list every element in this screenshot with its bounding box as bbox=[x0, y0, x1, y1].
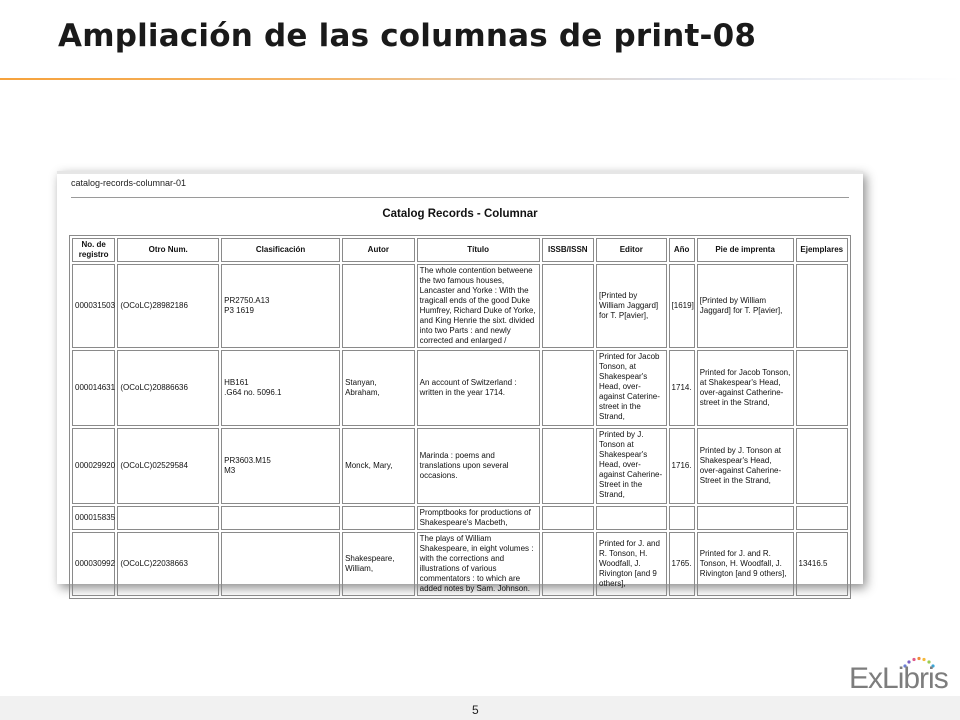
cell-otro-num: (OCoLC)22038663 bbox=[117, 532, 219, 596]
cell-pie-imprenta: Printed for Jacob Tonson, at Shakespear's Head, over-against Catherine-street in the Strand, bbox=[697, 350, 794, 426]
cell-anio: 1765. bbox=[669, 532, 695, 596]
cell-editor: Printed for Jacob Tonson, at Shakespear's Head, over-against Caterine-street in the Strand, bbox=[596, 350, 667, 426]
title-divider bbox=[0, 78, 960, 80]
report-divider bbox=[71, 197, 849, 198]
cell-autor: Monck, Mary, bbox=[342, 428, 415, 504]
cell-registro: 000029920 bbox=[72, 428, 115, 504]
cell-autor: Shakespeare, William, bbox=[342, 532, 415, 596]
column-header-ejemplares: Ejemplares bbox=[796, 238, 848, 262]
footer-bar bbox=[0, 696, 960, 720]
cell-titulo: The whole contention betweene the two famous houses, Lancaster and Yorke : With the tragicall ends of the good Duke Humfrey, Richard Duke of Yorke, and King Henrie the sixt. divided into two Parts : and newly corrected and enlarged / bbox=[417, 264, 540, 348]
column-header-registro: No. de registro bbox=[72, 238, 115, 262]
cell-anio: [1619] bbox=[669, 264, 695, 348]
table-row bbox=[72, 428, 848, 504]
report-title: Catalog Records - Columnar bbox=[382, 208, 538, 220]
cell-registro: 000015835 bbox=[72, 506, 115, 530]
column-header-pie-imprenta: Pie de imprenta bbox=[697, 238, 794, 262]
cell-titulo: Promptbooks for productions of Shakespeare's Macbeth, bbox=[417, 506, 540, 530]
cell-editor: Printed by J. Tonson at Shakespear's Head, over-against Caherine-Street in the Strand, bbox=[596, 428, 667, 504]
cell-autor bbox=[342, 264, 415, 348]
table-header-row bbox=[72, 238, 848, 262]
catalog-records-table bbox=[69, 235, 851, 599]
cell-clasificacion: HB161 .G64 no. 5096.1 bbox=[221, 350, 340, 426]
cell-editor bbox=[596, 506, 667, 530]
cell-ejemplares bbox=[796, 264, 848, 348]
cell-issn bbox=[542, 532, 594, 596]
cell-registro: 000031503 bbox=[72, 264, 115, 348]
column-header-otro-num: Otro Num. bbox=[117, 238, 219, 262]
cell-titulo: The plays of William Shakespeare, in eight volumes : with the corrections and illustrations of various commentators : to which are added notes by Sam. Johnson. bbox=[417, 532, 540, 596]
cell-registro: 000014631 bbox=[72, 350, 115, 426]
column-header-clasificacion: Clasificación bbox=[221, 238, 340, 262]
cell-issn bbox=[542, 428, 594, 504]
cell-registro: 000030992 bbox=[72, 532, 115, 596]
cell-editor: Printed for J. and R. Tonson, H. Woodfall, J. Rivington [and 9 others], bbox=[596, 532, 667, 596]
column-header-anio: Año bbox=[669, 238, 695, 262]
cell-clasificacion: PR3603.M15 M3 bbox=[221, 428, 340, 504]
cell-ejemplares bbox=[796, 506, 848, 530]
cell-pie-imprenta bbox=[697, 506, 794, 530]
report-screenshot bbox=[57, 171, 863, 593]
cell-issn bbox=[542, 264, 594, 348]
cell-ejemplares bbox=[796, 350, 848, 426]
slide-title: Ampliación de las columnas de print-08 bbox=[58, 18, 757, 54]
page-number: 5 bbox=[472, 703, 479, 717]
table-row bbox=[72, 532, 848, 596]
cell-issn bbox=[542, 506, 594, 530]
cell-titulo: Marinda : poems and translations upon several occasions. bbox=[417, 428, 540, 504]
cell-autor bbox=[342, 506, 415, 530]
report-name: catalog-records-columnar-01 bbox=[71, 178, 187, 188]
cell-otro-num: (OCoLC)28982186 bbox=[117, 264, 219, 348]
logo-text: ExLibris bbox=[849, 662, 948, 695]
exlibris-logo bbox=[849, 656, 949, 696]
cell-otro-num: (OCoLC)02529584 bbox=[117, 428, 219, 504]
cell-otro-num bbox=[117, 506, 219, 530]
cell-anio: 1716. bbox=[669, 428, 695, 504]
cell-otro-num: (OCoLC)20886636 bbox=[117, 350, 219, 426]
cell-pie-imprenta: Printed for J. and R. Tonson, H. Woodfall, J. Rivington [and 9 others], bbox=[697, 532, 794, 596]
cell-issn bbox=[542, 350, 594, 426]
cell-clasificacion bbox=[221, 532, 340, 596]
column-header-editor: Editor bbox=[596, 238, 667, 262]
cell-ejemplares: 13416.5 bbox=[796, 532, 848, 596]
cell-pie-imprenta: [Printed by William Jaggard] for T. P[avier], bbox=[697, 264, 794, 348]
table-row bbox=[72, 350, 848, 426]
cell-editor: [Printed by William Jaggard] for T. P[avier], bbox=[596, 264, 667, 348]
column-header-titulo: Título bbox=[417, 238, 540, 262]
cell-ejemplares bbox=[796, 428, 848, 504]
cell-anio: 1714. bbox=[669, 350, 695, 426]
cell-pie-imprenta: Printed by J. Tonson at Shakespear's Head, over-against Caherine-Street in the Strand, bbox=[697, 428, 794, 504]
cell-autor: Stanyan, Abraham, bbox=[342, 350, 415, 426]
cell-clasificacion bbox=[221, 506, 340, 530]
cell-titulo: An account of Switzerland : written in the year 1714. bbox=[417, 350, 540, 426]
table-row bbox=[72, 506, 848, 530]
column-header-issn: ISSB/ISSN bbox=[542, 238, 594, 262]
cell-anio bbox=[669, 506, 695, 530]
table-row bbox=[72, 264, 848, 348]
cell-clasificacion: PR2750.A13 P3 1619 bbox=[221, 264, 340, 348]
screenshot-top-edge bbox=[57, 171, 863, 174]
column-header-autor: Autor bbox=[342, 238, 415, 262]
